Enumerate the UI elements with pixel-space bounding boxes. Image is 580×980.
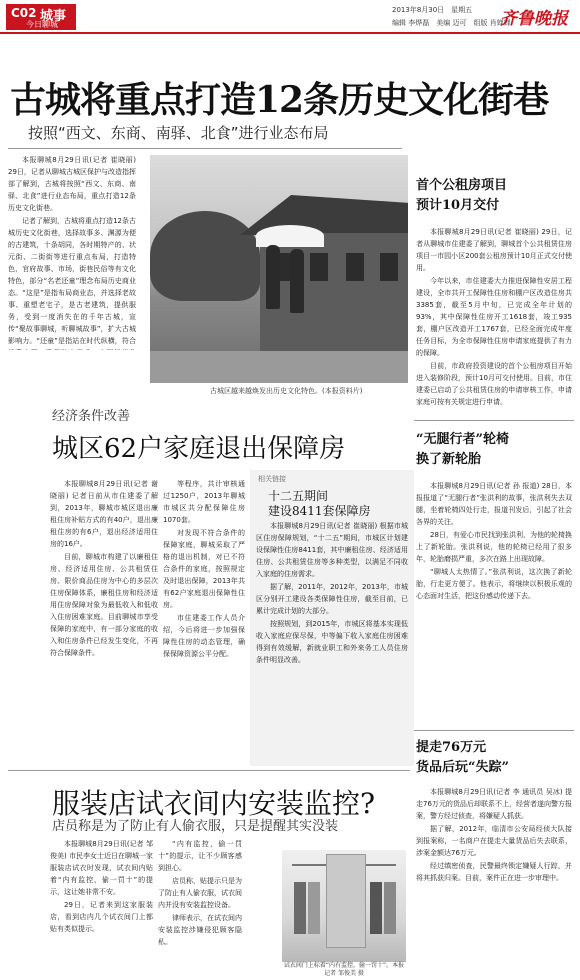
story2-kicker: 经济条件改善 [52,409,131,424]
story3-paragraph: 29日，记者来到这家服装店，看到店内几个试衣间门上都贴有类似提示。 [50,901,153,933]
related-paragraph: 按照规划，到2015年，市城区将基本实现低收入家庭应保尽保，中等偏下收入家庭住房困难得到有效缓解，新就业职工和外来务工人员住房条件明显改善。 [256,620,408,664]
story3-paragraph: 本报聊城8月29日讯(记者 邹俊美) 市民李女士近日在聊城一家服装店试衣时发现，试衣间内贴着“内有监控，偷一罚十”的提示，这让她非常不安。 [50,840,153,896]
brief-body [416,226,572,414]
lead-photo [150,155,408,383]
photo-person [290,249,304,313]
related-paragraph: 据了解，2011年，2012年，2013年，市城区分别开工建设各类保障性住房，截至目前，已累计完成计划的大部分。 [256,583,408,615]
related-tag: 相关链接 [258,475,286,483]
related-headline-line: 建设8411套保障房 [268,504,371,518]
photo-garment [294,882,306,934]
story2-body-col-b [163,478,245,766]
story2-paragraph: 目前，聊城市构建了以廉租住房、经济适用住房、公共租赁住房、限价商品住房为中心的多层次住房保障体系，廉租住房和经济适用住房保障对象为最低收入和低收入住房困难家庭。目前聊城市享受保障的家庭中，有一部分家庭的收入和住房条件已经发生变化，不再符合保障条件。 [50,553,158,657]
lead-headline: 古城将重点打造12条历史文化街巷 [10,79,549,121]
related-headline-line: 十二五期间 [268,489,329,503]
photo-window [310,253,328,281]
photo-person [266,245,280,309]
divider [414,730,574,731]
divider [8,770,410,771]
story2-paragraph: 市住建委工作人员介绍，今后将进一步加强保障性住房的动态管理，确保保障资源公平分配。 [163,614,245,658]
photo-ground [150,351,408,383]
photo-tree [150,211,260,301]
photo-umbrella [256,225,324,247]
story3-body-col-b [158,838,242,974]
section-badge [6,4,76,30]
brief-paragraph: 今年以来，市住建委大力推进保障性安居工程建设，全市共开工保障性住房和棚户区改造住房共3385套，截至5月中旬，已完成全年计划的93%，其中保障性住房开工1618套，竣工935套，棚户区改造开工1767套，已经全面完成年度任务目标，为全市保障性住房申请家庭提供了有力的保障。 [416,277,572,357]
section-code: C02 [11,6,37,20]
story2-body-col-a [50,478,158,766]
section-name: 城事 [40,9,67,24]
story3-paragraph: 律师表示，在试衣间内安装监控涉嫌侵犯顾客隐私。 [158,914,242,946]
brief-headline-line: 预计10月交付 [416,198,500,213]
lead-body [8,154,136,350]
brief-headline [416,738,509,778]
brief-paragraph: 经过缜密侦查，民警最终锁定嫌疑人行踪，并将其抓获归案。目前，案件正在进一步审理中。 [416,862,572,882]
brief-headline-line: 换了新轮胎 [416,452,482,467]
story2-paragraph: 对发现不符合条件的保障家庭，聊城采取了严格的退出机制，对已不符合条件的家庭，按照规定及时退出保障，2013年共有62户家庭退出保障性住房。 [163,529,245,609]
fitting-room-photo [282,850,406,962]
page-masthead [0,0,580,34]
issue-date: 2013年8月30日 星期五 [392,6,473,14]
photo-garment [370,882,382,934]
brief-headline-line: 首个公租房项目 [416,178,508,193]
story3-headline: 服装店试衣间内安装监控? [52,787,376,820]
photo-garment [308,882,320,934]
fitting-room-photo-caption: 试衣间门上标着“内有监控，偷一罚十”。本报记者 邹俊美 摄 [283,962,405,977]
story3-paragraph: 店员称，贴提示只是为了防止有人偷衣服，试衣间内并没有安装监控设备。 [158,877,242,909]
photo-building [260,233,408,353]
divider [8,148,402,149]
brief-headline-line: “无腿行者”轮椅 [416,432,509,447]
brief-paragraph: 本报聊城8月29日讯(记者 崔晓丽) 29日，记者从聊城市住建委了解到，聊城首个公共租赁住房项目一市园小区200套公租房预计10月正式交付使用。 [416,228,572,272]
story2-paragraph: 等程序，共计审核通过1250户，2013年聊城市城区共分配保障住房1070套。 [163,480,245,524]
brief-paragraph: 据了解，2012年，临清市公安局经侦大队接到报案称，一名商户在提走大量货品后失去联系，涉案金额达76万元。 [416,825,572,857]
story2-headline: 城区62户家庭退出保障房 [52,434,346,464]
photo-fitting-room-curtain [326,854,366,948]
photo-garment [384,882,396,934]
brief-paragraph: 本报聊城8月29日讯(记者 孙 报道) 28日，本报报道了“无腿行者”张洪利的故事，张洪利失去双腿，坐着轮椅四处行走，报道刊发后，引起了社会各界的关注。 [416,482,572,526]
section-subtitle: 今日聊城 [26,20,58,29]
photo-window [380,253,398,281]
brief-headline-line: 货品后玩“失踪” [416,760,509,775]
brief-body [416,786,572,972]
staff-credits: 编辑 李烨磊 美编 迈可 组版 肖婵婵 [392,19,511,27]
lead-subheadline: 按照“西文、东商、南驿、北食”进行业态布局 [28,124,329,142]
related-paragraph: 本报聊城8月29日讯(记者 崔晓丽) 根据市城区住房保障规划，“十二五”期间，市城区计划建设保障性住房8411套，其中廉租住房、经济适用住房、公共租赁住房等多种类型，以满足不同收入家庭的住房需求。 [256,522,408,578]
newspaper-logo: 齐鲁晚报 [500,9,568,29]
brief-headline [416,430,509,470]
brief-paragraph: 本报聊城8月29日讯(记者 李 通讯员 吴冰) 提走76万元的货品后却联系不上，经营者遂向警方报案，警方经过侦查，将嫌疑人抓获。 [416,788,572,820]
brief-headline [416,176,507,216]
lead-photo-caption: 古城区越来越焕发出历史文化特色。(本报资料片) [210,387,363,395]
story3-body-col-a [50,838,153,974]
lead-paragraph: 记者了解到，古城将重点打造12条古城历史文化街巷，选择故事多、渊源为便的古建筑，十条胡同，各时期特产的、状元街、二街街等进行重点布局，打造特色，官府故事、市场，街巷民俗等有文化特色，部分“名老还童”理念布局历史商业态。“这是”是指布局商业态，并选择老故事、重塑老宅子，是古老建筑，提供服务，受到一度消失在的千年古城，宣传“聚故事聊城，听聊城故事”，扩大古城影响力。“还童”是指站在时代纵横，符合 [8,217,136,345]
related-link-box [250,470,414,766]
brief-paragraph: 28日，有爱心市民找到张洪利，为他的轮椅换上了新轮胎。张洪利说，他的轮椅已经用了很多年，轮胎磨损严重，多次在路上出现故障。 [416,531,572,563]
brief-paragraph: 目前，市政府投资建设的首个公租房项目开始进入装修阶段，预计10月可交付使用。目前，市住建委已启动了公共租赁住房的申请审核工作，申请家庭可按有关规定进行申请。 [416,362,572,406]
brief-body [416,480,572,750]
brief-headline-line: 提走76万元 [416,740,487,755]
brief-paragraph: “聊城人太热情了。”张洪利说，这次换了新轮胎，行走更方便了。他表示，将继续以积极乐观的心态面对生活，把这份感动传递下去。 [416,568,572,600]
story3-paragraph: “内有监控，偷一罚十”的提示，让不少顾客感到担心。 [158,840,242,872]
photo-window [346,253,364,281]
divider [414,420,574,421]
related-body [256,520,408,762]
lead-paragraph: 本报聊城8月29日讯(记者 崔晓丽) 29日，记者从聊城古城区保护与改造指挥部了解到，古城将按照“西文、东商、南驿、北食”进行业态布局，重点打造12条历史文化街巷。 [8,156,136,212]
story2-paragraph: 本报聊城8月29日讯(记者 谢晓丽) 记者日前从市住建委了解到，2013年，聊城市城区退出廉租住房补贴方式的有40户，退出廉租住房的有6户，退出经济适用住房的16户。 [50,480,158,548]
story3-subheadline: 店员称是为了防止有人偷衣服，只是提醒其实没装 [52,819,339,834]
